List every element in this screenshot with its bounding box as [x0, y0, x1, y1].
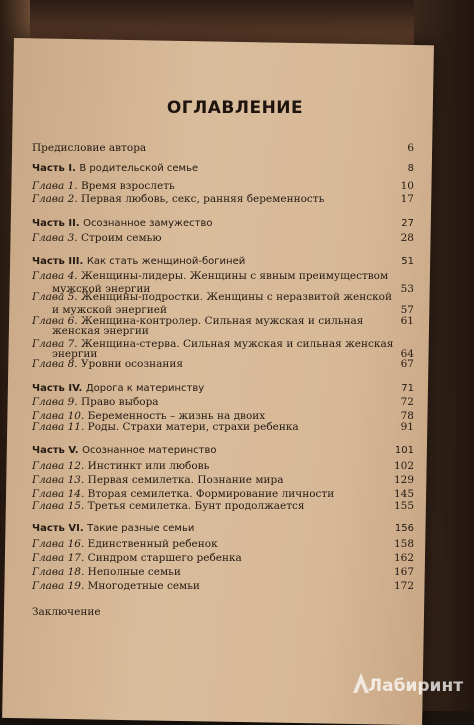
toc-row — [32, 606, 386, 619]
toc-row — [32, 142, 414, 155]
toc-chapter-row — [32, 232, 414, 245]
chapter-number: Глава 4. — [32, 270, 81, 282]
toc-page-number: 91 — [400, 421, 414, 433]
toc-page-number: 102 — [393, 460, 414, 472]
toc-page-number: 6 — [407, 142, 414, 154]
toc-entry-title: Женщина-стерва. Сильная мужская и сильная женская — [80, 338, 394, 350]
toc-chapter-row — [32, 566, 414, 579]
part-number: Часть II. — [32, 218, 84, 229]
toc-entry-title: Заключение — [32, 606, 101, 618]
toc-page-number: 17 — [400, 193, 414, 205]
toc-entry-title: Дорога к материнству — [85, 383, 205, 394]
chapter-number: Глава 17. — [32, 552, 88, 564]
toc-chapter-row — [32, 474, 414, 487]
part-number: Часть V. — [32, 445, 83, 456]
watermark-text: Лабиринт — [368, 676, 464, 696]
toc-entry-title: Первая семилетка. Познание мира — [87, 474, 284, 486]
toc-entry-title: Как стать женщиной-богиней — [86, 256, 246, 267]
chapter-number: Глава 5. — [32, 291, 81, 303]
toc-entry-title: Уровни осознания — [80, 358, 183, 370]
toc-part-row — [32, 255, 414, 268]
part-number: Часть I. — [32, 163, 80, 174]
toc-chapter-row — [32, 396, 414, 409]
toc-chapter-row — [32, 580, 414, 593]
toc-page-number: 67 — [400, 358, 414, 370]
toc-entry-title: Неполные семьи — [87, 566, 181, 578]
toc-entry-title: Такие разные семьи — [87, 523, 195, 534]
toc-page-number: 8 — [407, 163, 414, 174]
toc-page-number: 155 — [393, 500, 414, 512]
toc-page-number: 145 — [393, 488, 414, 500]
toc-page-number: 158 — [393, 538, 414, 550]
toc-part-row — [32, 382, 414, 395]
toc-page-number: 156 — [394, 523, 414, 534]
toc-chapter-row — [32, 460, 414, 473]
toc-page-number: 167 — [393, 566, 414, 578]
chapter-number: Глава 18. — [32, 566, 88, 578]
toc-part-row — [32, 162, 414, 175]
chapter-number: Глава 1. — [32, 180, 81, 192]
toc-chapter-row — [32, 538, 414, 551]
toc-page-number: 64 — [400, 348, 414, 360]
toc-entry-title: Осознанное материнство — [82, 445, 217, 456]
chapter-number: Глава 9. — [32, 396, 81, 408]
part-number: Часть III. — [32, 256, 87, 267]
chapter-number: Глава 8. — [32, 358, 81, 370]
toc-chapter-row — [32, 291, 393, 304]
toc-title: ОГЛАВЛЕНИЕ — [166, 98, 304, 118]
toc-page-number: 78 — [400, 410, 414, 422]
chapter-number: Глава 10. — [32, 410, 88, 422]
toc-entry-title: Время взрослеть — [80, 180, 175, 192]
toc-entry-title: Единственный ребенок — [87, 538, 218, 550]
toc-entry-title: Вторая семилетка. Формирование личности — [87, 488, 335, 500]
toc-page-number: 72 — [400, 396, 414, 408]
toc-page-number: 172 — [393, 580, 414, 592]
chapter-number: Глава 13. — [32, 474, 88, 486]
toc-page-number: 51 — [401, 256, 414, 267]
toc-entry-title: В родительской семье — [79, 163, 199, 174]
toc-page-number: 53 — [400, 283, 414, 295]
toc-chapter-row — [32, 270, 389, 283]
toc-page-number: 162 — [393, 552, 414, 564]
toc-chapter-row — [32, 180, 414, 193]
toc-entry-title: Синдром старшего ребенка — [87, 552, 242, 564]
toc-entry-title: мужской энергии — [52, 283, 151, 295]
toc-entry-title: Предисловие автора — [32, 142, 147, 154]
chapter-number: Глава 14. — [32, 488, 88, 500]
toc-page-number: 57 — [400, 304, 414, 316]
toc-page-number: 61 — [400, 315, 414, 327]
toc-chapter-row — [32, 500, 414, 513]
toc-entry-title: Осознанное замужество — [83, 218, 213, 229]
toc-part-row — [32, 444, 414, 457]
part-number: Часть IV. — [32, 383, 86, 394]
toc-entry-title: Третья семилетка. Бунт продолжается — [87, 500, 305, 512]
toc-row — [52, 325, 386, 338]
toc-page-number: 101 — [394, 445, 414, 456]
toc-entry-title: Право выбора — [80, 396, 159, 408]
chapter-number: Глава 7. — [32, 338, 81, 350]
toc-part-row — [32, 217, 414, 230]
toc-entry-title: Инстинкт или любовь — [87, 460, 210, 472]
toc-entry-title: Многодетные семьи — [87, 580, 200, 592]
toc-chapter-row — [32, 552, 414, 565]
chapter-number: Глава 2. — [32, 193, 81, 205]
toc-entry-title: Строим семью — [80, 232, 162, 244]
toc-entry-title: Женщина-контролер. Сильная мужская и сильная — [80, 315, 364, 327]
toc-entry-title: женская энергии — [52, 325, 149, 337]
toc-page-number: 28 — [400, 232, 414, 244]
chapter-number: Глава 15. — [32, 500, 88, 512]
toc-entry-title: Женщины-подростки. Женщины с неразвитой женской — [80, 291, 393, 303]
toc-page-number: 27 — [401, 218, 414, 229]
chapter-number: Глава 12. — [32, 460, 88, 472]
toc-page-number: 129 — [393, 474, 414, 486]
chapter-number: Глава 11. — [32, 421, 88, 433]
toc-entry-title: Роды. Страхи матери, страхи ребенка — [87, 421, 299, 433]
toc-chapter-row — [32, 358, 414, 371]
toc-entry-title: Беременность – жизнь на двоих — [87, 410, 266, 422]
toc-page-number: 10 — [400, 180, 414, 192]
toc-page-number: 71 — [401, 383, 414, 394]
chapter-number: Глава 3. — [32, 232, 81, 244]
chapter-number: Глава 19. — [32, 580, 88, 592]
toc-entry-title: Женщины-лидеры. Женщины с явным преимуществом — [80, 270, 389, 282]
toc-part-row — [32, 522, 414, 535]
part-number: Часть VI. — [32, 523, 88, 534]
toc-chapter-row — [32, 421, 414, 434]
chapter-number: Глава 16. — [32, 538, 88, 550]
chapter-number: Глава 6. — [32, 315, 81, 327]
toc-chapter-row — [32, 193, 414, 206]
toc-entry-title: энергии — [52, 348, 98, 360]
toc-entry-title: Первая любовь, секс, ранняя беременность — [80, 193, 325, 205]
toc-entry-title: и мужской энергией — [52, 304, 167, 316]
